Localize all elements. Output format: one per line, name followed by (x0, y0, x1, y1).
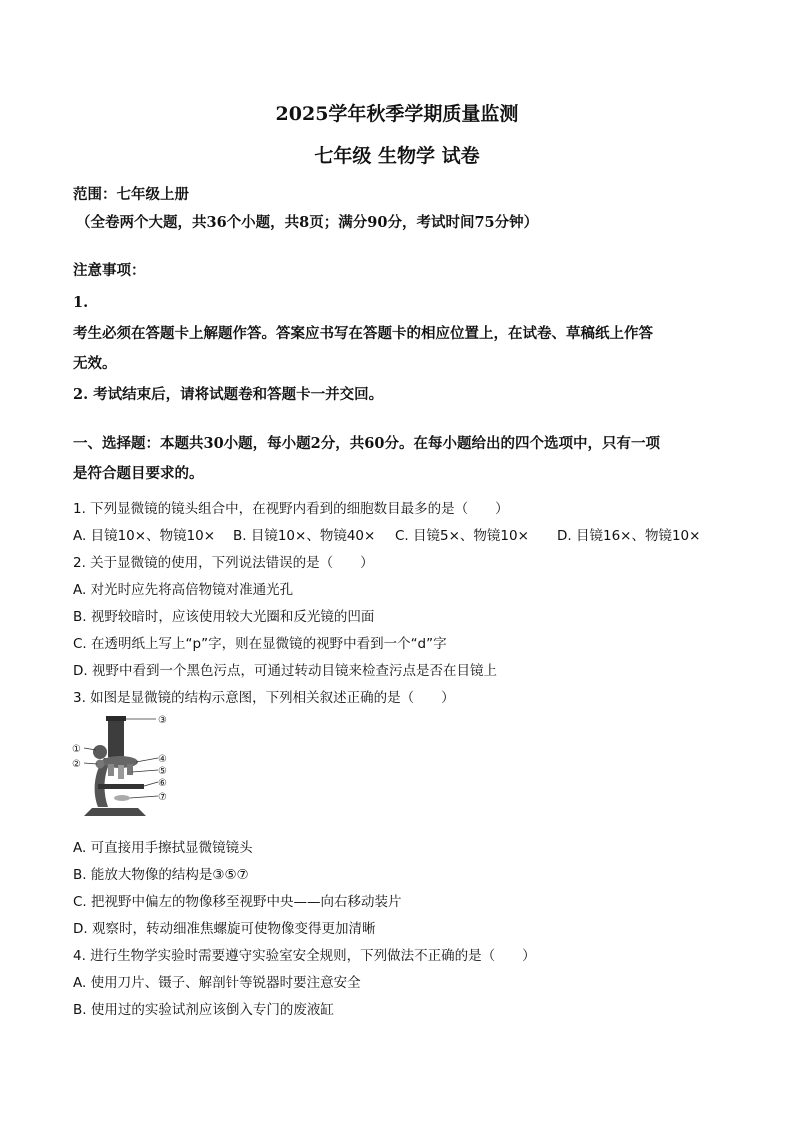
question-3-option-a: A. 可直接用手擦拭显微镜镜头 (73, 840, 253, 856)
microscope-objective-3 (127, 764, 133, 775)
question-1-option-d: D. 目镜16×、物镜10× (557, 528, 701, 544)
microscope-stage (98, 784, 144, 789)
figure-label-5: ⑤ (158, 766, 167, 777)
question-2-option-b: B. 视野较暗时，应该使用较大光圈和反光镜的凹面 (73, 609, 375, 625)
question-1-option-a: A. 目镜10×、物镜10× (73, 528, 216, 544)
microscope-mirror (114, 795, 130, 801)
question-2-option-d: D. 视野中看到一个黑色污点，可通过转动目镜来检查污点是否在目镜上 (73, 663, 497, 679)
question-3-stem: 3. 如图是显微镜的结构示意图，下列相关叙述正确的是（ ） (73, 690, 455, 706)
microscope-base (84, 808, 146, 816)
microscope-objective-1 (108, 764, 114, 776)
figure-label-3: ③ (158, 715, 167, 726)
microscope-diagram (70, 712, 180, 824)
question-1-option-b: B. 目镜10×、物镜40× (233, 528, 376, 544)
question-4-option-b: B. 使用过的实验试剂应该倒入专门的废液缸 (73, 1002, 334, 1018)
figure-label-2: ② (72, 759, 81, 770)
notice-item-2: 2. 考试结束后，请将试题卷和答题卡一并交回。 (73, 386, 384, 403)
question-1-options (73, 524, 700, 544)
question-2-option-a: A. 对光时应先将高倍物镜对准通光孔 (73, 582, 294, 598)
microscope-eyepiece (106, 716, 126, 721)
coarse-knob (93, 745, 107, 759)
question-2-option-c: C. 在透明纸上写上“p”字，则在显微镜的视野中看到一个“d”字 (73, 636, 447, 652)
exam-subtitle: 七年级 生物学 试卷 (314, 145, 480, 167)
question-3-option-b: B. 能放大物像的结构是③⑤⑦ (73, 867, 249, 883)
section-1-heading-line-1: 一、选择题：本题共30小题，每小题2分，共60分。在每小题给出的四个选项中，只有一项 (73, 435, 660, 452)
notice-item-1-line-2: 无效。 (73, 355, 117, 372)
microscope-tube (108, 718, 124, 758)
question-3-option-d: D. 观察时，转动细准焦螺旋可使物像变得更加清晰 (73, 921, 376, 937)
question-4-option-a: A. 使用刀片、镊子、解剖针等锐器时要注意安全 (73, 975, 361, 991)
question-4-stem: 4. 进行生物学实验时需要遵守实验室安全规则，下列做法不正确的是（ ） (73, 948, 536, 964)
notice-item-1-number: 1. (73, 294, 89, 311)
figure-label-7: ⑦ (158, 792, 167, 803)
figure-label-6: ⑥ (158, 778, 167, 789)
question-1-stem: 1. 下列显微镜的镜头组合中，在视野内看到的细胞数目最多的是（ ） (73, 501, 509, 517)
figure-label-1: ① (72, 744, 81, 755)
microscope-objective-2 (118, 765, 124, 779)
question-3-option-c: C. 把视野中偏左的物像移至视野中央——向右移动装片 (73, 894, 402, 910)
exam-scope: 范围：七年级上册 (73, 186, 189, 203)
notice-item-1-line-1: 考生必须在答题卡上解题作答。答案应书写在答题卡的相应位置上，在试卷、草稿纸上作答 (73, 325, 653, 342)
figure-label-4: ④ (158, 754, 167, 765)
exam-title: 2025学年秋季学期质量监测 (275, 103, 519, 125)
section-1-heading-line-2: 是符合题目要求的。 (73, 465, 204, 482)
exam-info: （全卷两个大题，共36个小题，共8页；满分90分，考试时间75分钟） (76, 214, 539, 231)
notice-heading: 注意事项： (73, 262, 146, 279)
question-1-option-c: C. 目镜5×、物镜10× (395, 528, 529, 544)
question-2-stem: 2. 关于显微镜的使用，下列说法错误的是（ ） (73, 555, 374, 571)
